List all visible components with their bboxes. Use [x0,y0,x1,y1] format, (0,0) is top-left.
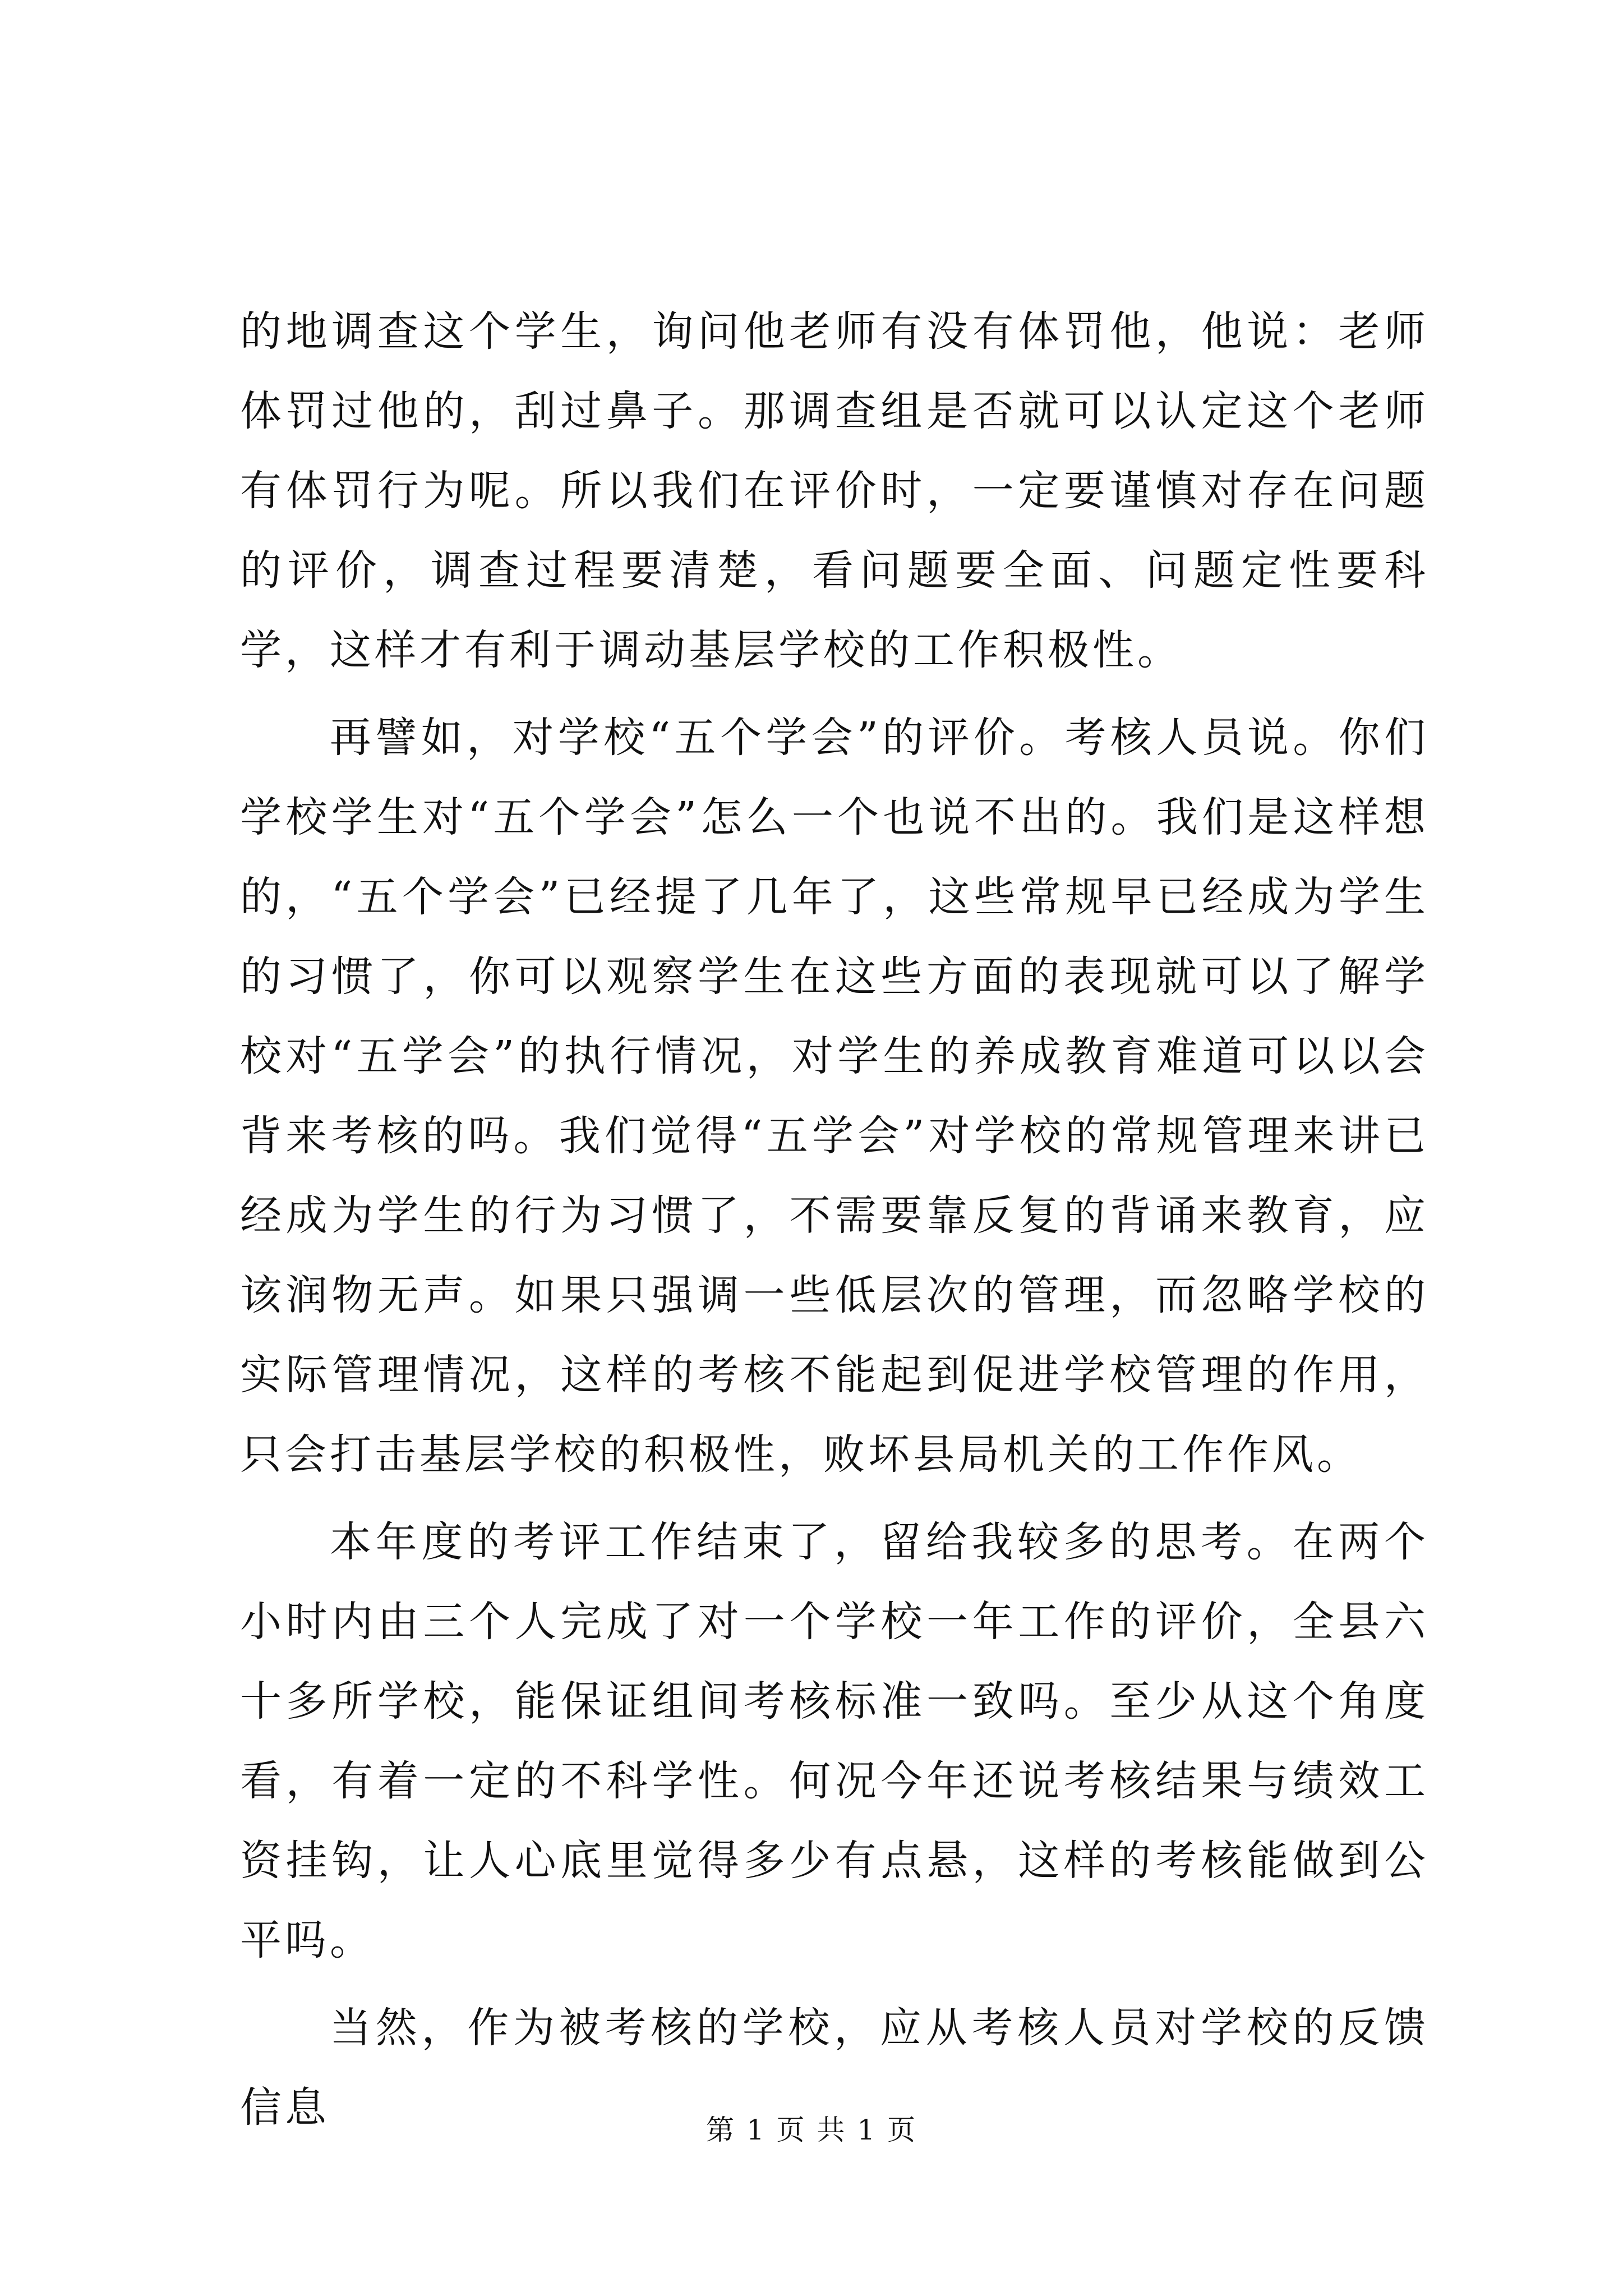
document-body [240,292,1429,2147]
paragraph-3: 本年度的考评工作结束了，留给我较多的思考。在两个小时内由三个人完成了对一个学校一年工作的评价，全县六十多所学校，能保证组间考核标准一致吗。至少从这个角度看，有着一定的不科学性。何况今年还说考核结果与绩效工资挂钩，让人心底里觉得多少有点悬，这样的考核能做到公平吗。 [240,1518,1429,1964]
paragraph-1: 的地调查这个学生，询问他老师有没有体罚他，他说：老师体罚过他的，刮过鼻子。那调查组是否就可以认定这个老师有体罚行为呢。所以我们在评价时，一定要谨慎对存在问题的评价，调查过程要清楚，看问题要全面、问题定性要科学，这样才有利于调动基层学校的工作积极性。 [240,307,1429,674]
paragraph-4: 当然，作为被考核的学校，应从考核人员对学校的反馈信息 [240,2004,1429,2132]
page-footer: 第 1 页 共 1 页 [706,2114,917,2146]
paragraph-2: 再譬如，对学校“五个学会”的评价。考核人员说。你们学校学生对“五个学会”怎么一个也说不出的。我们是这样想的，“五个学会”已经提了几年了，这些常规早已经成为学生的习惯了，你可以观察学生在这些方面的表现就可以了解学校对“五学会”的执行情况，对学生的养成教育难道可以以会背来考核的吗。我们觉得“五学会”对学校的常规管理来讲已经成为学生的行为习惯了，不需要靠反复的背诵来教育，应该润物无声。如果只强调一些低层次的管理，而忽略学校的实际管理情况，这样的考核不能起到促进学校管理的作用，只会打击基层学校的积极性，败坏县局机关的工作作风。 [240,714,1429,1479]
